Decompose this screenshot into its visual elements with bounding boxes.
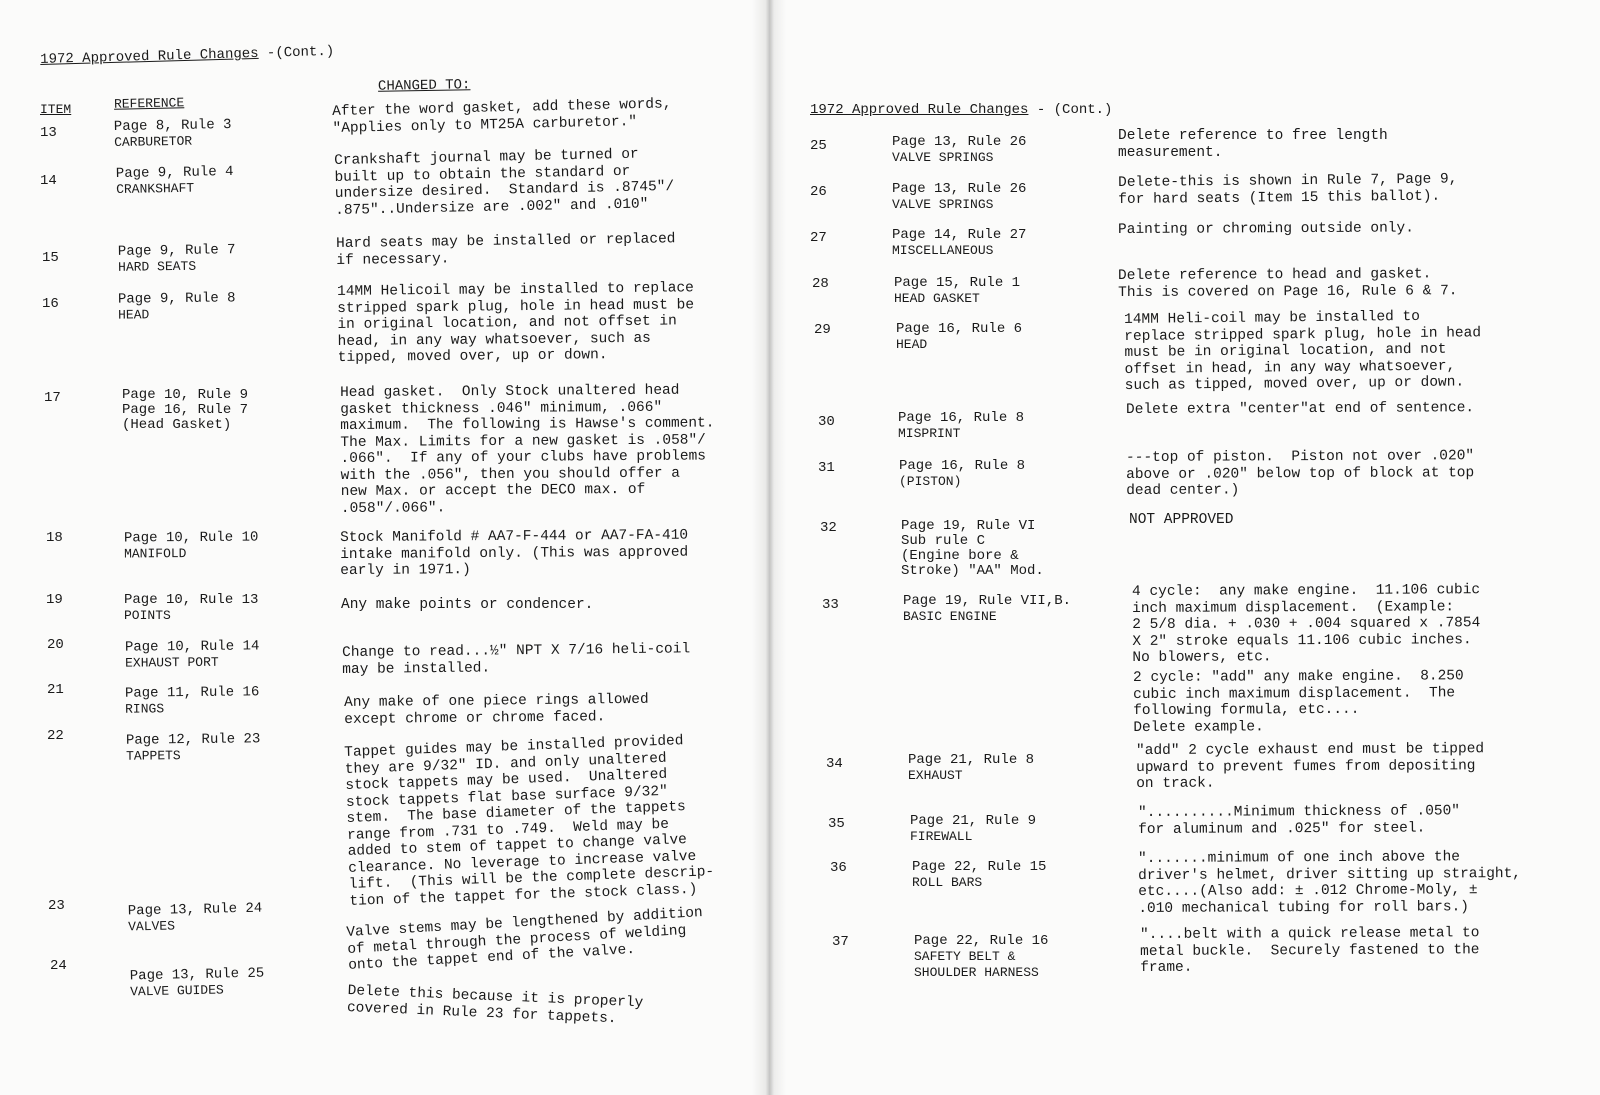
item-reference [910,814,1036,845]
item-change-text: Painting or chroming outside only. [1118,220,1414,238]
reference-line-1: Page 14, Rule 27 [892,227,1027,243]
reference-line-1: Page 13, Rule 26 [892,181,1027,197]
reference-line-2: CARBURETOR [114,133,193,151]
item-number: 21 [47,682,64,698]
reference-line-1: Page 10, Rule 13 [124,592,259,608]
item-reference [912,860,1046,891]
item-number: 22 [47,728,64,744]
item-number: 20 [47,637,64,653]
item-number: 35 [828,816,845,832]
item-reference [898,411,1024,442]
reference-line-1: Page 10, Rule 9 [122,387,249,403]
item-reference [116,165,234,198]
item-number: 24 [50,958,67,974]
item-number: 17 [44,390,61,406]
item-reference [892,228,1026,259]
item-reference [899,459,1025,490]
item-number: 30 [818,414,835,430]
reference-line-2: (PISTON) [899,474,962,489]
item-column-header: ITEM [40,102,72,117]
page-gutter-shadow [752,0,786,1095]
item-change-text: Stock Manifold # AA7-F-444 or AA7-FA-410 intake manifold only. (This was approved early in 1971.) [340,527,689,579]
item-reference [130,967,265,1001]
item-reference [892,182,1026,213]
item-number: 26 [810,184,827,200]
item-change-text: "..........Minimum thickness of .050" for aluminum and .025" for steel. [1138,803,1461,838]
reference-line-1: Page 10, Rule 14 [124,638,260,656]
reference-line-4: Stroke) "AA" Mod. [901,563,1044,579]
item-number: 15 [42,250,59,266]
item-number: 34 [826,756,843,772]
item-number: 13 [40,125,57,141]
item-number: 36 [830,860,847,876]
right-page-header [810,102,1112,118]
left-page-header [40,44,334,68]
item-change-text: ".......minimum of one inch above the driver's helmet, driver sitting up straight, etc....(Also add: ± .012 Chrome-Moly, ± .010 mechanical tubing for roll bars.) [1138,849,1522,917]
reference-line-1: Page 12, Rule 23 [125,731,261,749]
reference-line-1: Page 19, Rule VI [901,518,1036,534]
item-reference [124,593,258,624]
reference-column-header: REFERENCE [113,95,185,112]
item-change-text: Head gasket. Only Stock unaltered head gasket thickness .046" minimum, .066" maximum. The following is Hawse's comment. The Max. Limits for a new gasket is .058"/ .066". If any of your clubs have problems with the .056", then you should offer a new Max. or accept the DECO max. of .058"/.066". [340,382,715,517]
reference-line-2: HEAD [896,337,928,352]
item-number: 32 [820,520,837,536]
changed-to-column-header: CHANGED TO: [377,77,471,95]
reference-line-2: MISCELLANEOUS [892,243,994,258]
item-reference [126,732,261,764]
item-reference [908,753,1034,784]
item-change-text: Delete reference to head and gasket. This is covered on Page 16, Rule 6 & 7. [1118,266,1458,301]
reference-line-2: VALVE SPRINGS [892,150,994,165]
item-reference [914,934,1048,981]
reference-line-1: Page 13, Rule 26 [892,134,1027,150]
left-header-title: 1972 Approved Rule Changes [40,45,259,68]
reference-line-2: FIREWALL [910,829,973,844]
item-reference [125,685,260,717]
item-number: 28 [812,276,829,292]
item-change-text: Delete this because it is properly covered in Rule 23 for tappets. [346,983,644,1027]
item-number: 27 [810,230,827,246]
item-change-text: 14MM Heli-coil may be installed to replace stripped spark plug, hole in head must be in original location, and not offset in head, in any way whatsoever, such as tipped, moved over, up or down. [1124,308,1482,394]
item-number: 31 [818,460,835,476]
item-number: 25 [810,138,827,154]
item-change-text: Delete extra "center"at end of sentence. [1126,400,1475,418]
right-header-title: 1972 Approved Rule Changes [810,102,1029,118]
item-change-text: Crankshaft journal may be turned or built up to obtain the standard or undersize desired. Standard is .8745"/ .875"..Undersize are .002" and .010" [334,146,675,219]
reference-line-1: Page 9, Rule 4 [115,163,234,183]
reference-line-2: TAPPETS [125,748,181,764]
left-header-cont: -(Cont.) [266,43,335,62]
right-page [768,0,1600,1095]
reference-line-1: Page 21, Rule 8 [908,752,1035,768]
reference-line-1: Page 16, Rule 6 [896,321,1023,337]
item-number: 33 [822,597,839,613]
reference-line-1: Page 19, Rule VII,B. [903,593,1072,609]
reference-line-2: MISPRINT [898,426,961,441]
item-change-text: After the word gasket, add these words, "Applies only to MT25A carburetor." [332,96,672,137]
reference-line-2: BASIC ENGINE [903,609,997,624]
reference-line-2: VALVE SPRINGS [892,197,994,212]
item-number: 16 [42,296,59,312]
item-change-text: Hard seats may be installed or replaced if necessary. [336,231,676,269]
item-number: 18 [46,530,63,546]
reference-line-2: SAFETY BELT & [914,949,1016,964]
reference-line-2: Page 16, Rule 7 [122,402,249,418]
reference-line-2: EXHAUST [908,768,963,783]
reference-line-2: MANIFOLD [123,546,187,562]
item-reference [114,118,232,151]
reference-line-1: Page 22, Rule 16 [914,933,1049,949]
reference-line-3: (Head Gasket) [122,417,232,433]
item-change-text: ---top of piston. Piston not over .020" above or .020" below top of block at top dead center.) [1126,448,1475,499]
item-reference [125,639,260,671]
reference-line-2: ROLL BARS [912,875,983,890]
reference-line-1: Page 13, Rule 25 [129,965,265,985]
reference-line-1: Page 8, Rule 3 [113,116,232,136]
item-change-text-2: 2 cycle: "add" any make engine. 8.250 cubic inch maximum displacement. The following formula, etc.... Delete example. [1133,668,1464,736]
reference-line-3: SHOULDER HARNESS [914,965,1039,980]
item-number: 23 [48,898,65,914]
reference-line-2: POINTS [124,608,171,623]
item-number: 29 [814,322,831,338]
reference-line-1: Page 11, Rule 16 [124,684,260,702]
item-change-text: 4 cycle: any make engine. 11.106 cubic inch maximum displacement. (Example: 2 5/8 dia. + .030 + .004 squared x .7854 X 2" stroke equals 11.106 cubic inches. No blowers, etc. [1132,582,1481,666]
item-change-text: Tappet guides may be installed provided they are 9/32" ID. and only unaltered stock tappets may be used. Unaltered stock tappets flat base surface 9/32" stem. The base diameter of the tappets range from .731 to .749. Weld may be added to stem of tappet to change valve clearance. No leverage to increase valve lift. (This will be the complete descrip- tion of the tappet for the stock class.) [344,733,715,910]
item-change-text: NOT APPROVED [1129,512,1234,528]
reference-line-1: Page 22, Rule 15 [912,859,1047,875]
item-reference [122,388,248,433]
item-change-text: Change to read...½" NPT X 7/16 heli-coil may be installed. [342,641,691,678]
reference-line-1: Page 9, Rule 8 [117,290,236,308]
item-change-text: Any make of one piece rings allowed except chrome or chrome faced. [344,691,649,728]
item-change-text: Any make points or condencer. [341,597,594,613]
item-change-text: 14MM Helicoil may be installed to replace stripped spark plug, hole in head must be in original location, and not offset in head, in any way whatsoever, such as tipped, moved over, up or down. [337,280,695,366]
reference-line-3: (Engine bore & [901,548,1019,564]
reference-line-1: Page 13, Rule 24 [127,900,263,920]
item-reference [892,135,1026,166]
item-reference [118,243,236,276]
item-reference [118,291,236,323]
item-number: 37 [832,934,849,950]
item-reference [128,902,263,936]
reference-line-2: CRANKSHAFT [116,180,195,198]
item-reference [894,276,1020,307]
item-change-text: "add" 2 cycle exhaust end must be tipped upward to prevent fumes from depositing on track. [1136,741,1485,792]
reference-line-2: EXHAUST PORT [124,654,219,671]
reference-line-2: VALVE GUIDES [130,982,224,1000]
item-reference [896,322,1022,353]
reference-line-2: Sub rule C [901,533,986,549]
reference-line-1: Page 9, Rule 7 [117,242,236,260]
item-reference [901,519,1044,579]
reference-line-1: Page 21, Rule 9 [910,813,1037,829]
reference-line-2: RINGS [124,701,165,717]
item-number: 14 [40,173,57,189]
reference-line-1: Page 16, Rule 8 [899,458,1026,474]
reference-line-1: Page 10, Rule 10 [123,529,259,547]
item-change-text: "....belt with a quick release metal to metal buckle. Securely fastened to the frame. [1140,925,1480,976]
right-header-cont: - (Cont.) [1036,102,1113,118]
reference-line-2: VALVES [128,918,176,935]
item-change-text: Delete-this is shown in Rule 7, Page 9, for hard seats (Item 15 this ballot). [1118,171,1458,208]
item-change-text: Delete reference to free length measurement. [1118,128,1388,161]
item-change-text: Valve stems may be lengthened by addition of metal through the process of welding onto the tappet end of the valve. [346,905,704,974]
reference-line-2: HEAD GASKET [894,291,980,306]
reference-line-1: Page 15, Rule 1 [894,275,1021,291]
item-reference [903,594,1071,625]
left-page [0,0,768,1095]
reference-line-1: Page 16, Rule 8 [898,410,1025,426]
reference-line-2: HEAD [117,307,150,323]
reference-line-2: HARD SEATS [117,258,197,275]
item-number: 19 [46,592,63,608]
item-reference [124,531,259,563]
